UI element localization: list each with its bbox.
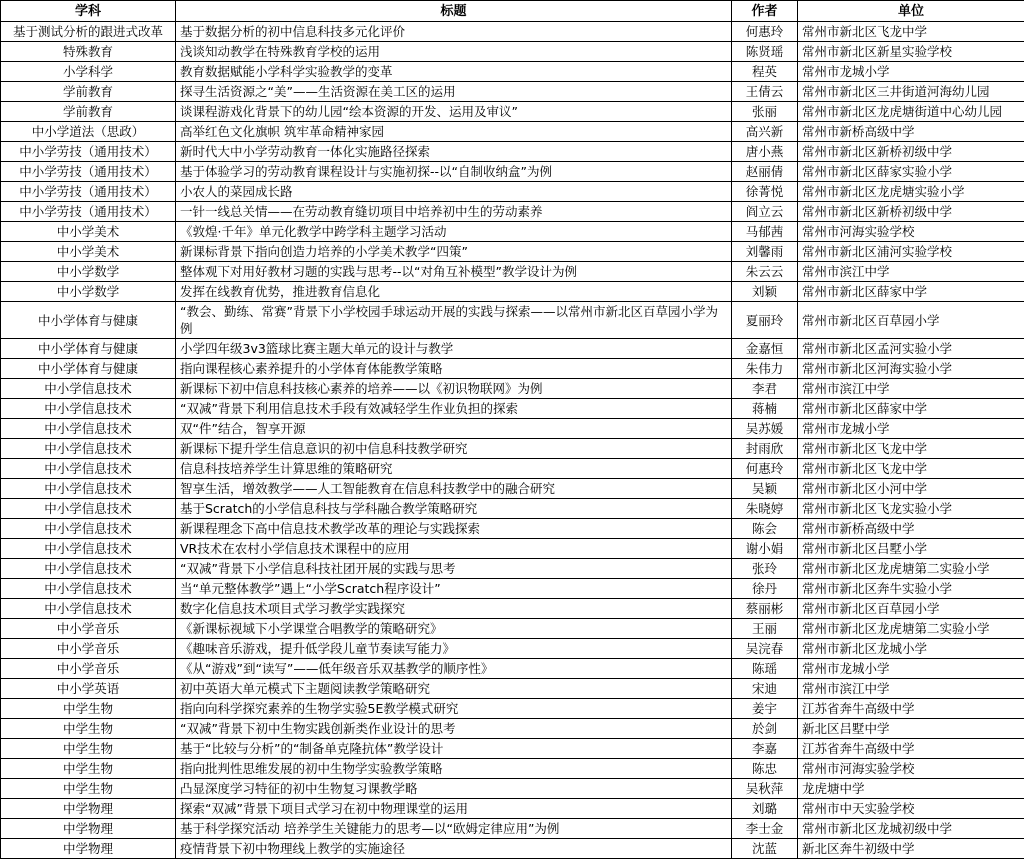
cell-author: 刘馨雨 <box>732 242 798 262</box>
cell-subject: 学前教育 <box>1 102 176 122</box>
cell-author: 唐小燕 <box>732 142 798 162</box>
cell-subject: 中小学劳技（通用技术） <box>1 162 176 182</box>
cell-title: 基于数据分析的初中信息科技多元化评价 <box>176 22 732 42</box>
cell-title: 小农人的菜园成长路 <box>176 182 732 202</box>
cell-subject: 中小学信息技术 <box>1 579 176 599</box>
cell-subject: 中小学音乐 <box>1 659 176 679</box>
cell-subject: 中小学信息技术 <box>1 479 176 499</box>
cell-author: 陈贤瑶 <box>732 42 798 62</box>
table-row <box>1 559 1024 579</box>
cell-subject: 中小学信息技术 <box>1 539 176 559</box>
table-row <box>1 22 1024 42</box>
cell-title: 数字化信息技术项目式学习教学实践探究 <box>176 599 732 619</box>
cell-unit: 常州市新北区新桥初级中学 <box>798 142 1024 162</box>
table-row <box>1 499 1024 519</box>
cell-title: 探索“双减”背景下项目式学习在初中物理课堂的运用 <box>176 799 732 819</box>
cell-unit: 常州市龙城小学 <box>798 419 1024 439</box>
cell-subject: 小学科学 <box>1 62 176 82</box>
cell-author: 吴浣春 <box>732 639 798 659</box>
cell-unit: 新北区奔牛初级中学 <box>798 839 1024 859</box>
cell-unit: 常州市新北区龙虎塘第二实验小学 <box>798 619 1024 639</box>
cell-subject: 中小学信息技术 <box>1 559 176 579</box>
cell-unit: 常州市新北区三井街道河海幼儿园 <box>798 82 1024 102</box>
cell-author: 阎立云 <box>732 202 798 222</box>
cell-subject: 中小学数学 <box>1 262 176 282</box>
cell-author: 刘颖 <box>732 282 798 302</box>
cell-subject: 中学物理 <box>1 819 176 839</box>
cell-author: 高兴新 <box>732 122 798 142</box>
cell-author: 马郁茜 <box>732 222 798 242</box>
cell-subject: 中小学英语 <box>1 679 176 699</box>
cell-unit: 常州市新北区薛家中学 <box>798 282 1024 302</box>
cell-unit: 常州市中天实验学校 <box>798 799 1024 819</box>
cell-subject: 中学生物 <box>1 719 176 739</box>
cell-unit: 常州市新桥高级中学 <box>798 122 1024 142</box>
header-title: 标题 <box>176 1 732 22</box>
cell-unit: 常州市新北区飞龙中学 <box>798 459 1024 479</box>
table-row <box>1 419 1024 439</box>
table-row <box>1 619 1024 639</box>
cell-subject: 中学生物 <box>1 759 176 779</box>
cell-author: 封雨欣 <box>732 439 798 459</box>
table-row <box>1 102 1024 122</box>
cell-author: 金嘉恒 <box>732 339 798 359</box>
cell-author: 夏丽玲 <box>732 302 798 339</box>
cell-title: 指向批判性思维发展的初中生物学实验教学策略 <box>176 759 732 779</box>
cell-unit: 常州市新北区百草园小学 <box>798 599 1024 619</box>
cell-title: 高举红色文化旗帜 筑牢革命精神家园 <box>176 122 732 142</box>
cell-title: 指向向科学探究素养的生物学实验5E教学模式研究 <box>176 699 732 719</box>
cell-title: 一针一线总关情——在劳动教育缝切项目中培养初中生的劳动素养 <box>176 202 732 222</box>
cell-unit: 常州市河海实验学校 <box>798 222 1024 242</box>
cell-unit: 常州市滨江中学 <box>798 679 1024 699</box>
cell-subject: 中小学信息技术 <box>1 439 176 459</box>
cell-subject: 中小学信息技术 <box>1 419 176 439</box>
table-row <box>1 679 1024 699</box>
cell-unit: 常州市新北区浦河实验学校 <box>798 242 1024 262</box>
cell-unit: 常州市新北区吕墅小学 <box>798 539 1024 559</box>
cell-title: 信息科技培养学生计算思维的策略研究 <box>176 459 732 479</box>
cell-title: 当“单元整体教学”遇上“小学Scratch程序设计” <box>176 579 732 599</box>
cell-unit: 常州市新北区飞龙中学 <box>798 439 1024 459</box>
cell-title: “双减”背景下初中生物实践创新类作业设计的思考 <box>176 719 732 739</box>
table-row <box>1 819 1024 839</box>
table-row <box>1 839 1024 859</box>
cell-unit: 常州市新北区薛家实验小学 <box>798 162 1024 182</box>
cell-subject: 中小学信息技术 <box>1 379 176 399</box>
table-row <box>1 302 1024 339</box>
cell-title: VR技术在农村小学信息技术课程中的应用 <box>176 539 732 559</box>
table-row <box>1 779 1024 799</box>
cell-title: 双“件”结合，智享开源 <box>176 419 732 439</box>
cell-subject: 基于测试分析的跟进式改革 <box>1 22 176 42</box>
cell-title: 疫情背景下初中物理线上教学的实施途径 <box>176 839 732 859</box>
cell-title: 基于Scratch的小学信息科技与学科融合教学策略研究 <box>176 499 732 519</box>
cell-title: 新课标下初中信息科技核心素养的培养——以《初识物联网》为例 <box>176 379 732 399</box>
table-row <box>1 339 1024 359</box>
cell-subject: 中小学音乐 <box>1 619 176 639</box>
cell-subject: 中小学美术 <box>1 242 176 262</box>
cell-unit: 常州市新北区龙城初级中学 <box>798 819 1024 839</box>
cell-author: 徐菁悦 <box>732 182 798 202</box>
cell-title: 谈课程游戏化背景下的幼儿园“绘本资源的开发、运用及审议” <box>176 102 732 122</box>
cell-title: 《新课标视域下小学课堂合唱教学的策略研究》 <box>176 619 732 639</box>
cell-subject: 中学物理 <box>1 839 176 859</box>
cell-subject: 中小学美术 <box>1 222 176 242</box>
cell-title: 新课标下提升学生信息意识的初中信息科技教学研究 <box>176 439 732 459</box>
table-row <box>1 639 1024 659</box>
table-row <box>1 599 1024 619</box>
table-row <box>1 539 1024 559</box>
cell-subject: 中小学劳技（通用技术） <box>1 202 176 222</box>
cell-subject: 中小学信息技术 <box>1 459 176 479</box>
cell-subject: 中小学信息技术 <box>1 519 176 539</box>
cell-unit: 常州市新北区孟河实验小学 <box>798 339 1024 359</box>
table-row <box>1 142 1024 162</box>
table-row <box>1 719 1024 739</box>
cell-author: 吴苏媛 <box>732 419 798 439</box>
cell-title: 智享生活，增效教学——人工智能教育在信息科技教学中的融合研究 <box>176 479 732 499</box>
cell-author: 吴颖 <box>732 479 798 499</box>
cell-title: 发挥在线教育优势，推进教育信息化 <box>176 282 732 302</box>
cell-unit: 常州市新北区龙虎塘第二实验小学 <box>798 559 1024 579</box>
cell-title: “双减”背景下小学信息科技社团开展的实践与思考 <box>176 559 732 579</box>
table-row <box>1 62 1024 82</box>
cell-subject: 中小学体育与健康 <box>1 339 176 359</box>
cell-author: 张玲 <box>732 559 798 579</box>
cell-author: 徐丹 <box>732 579 798 599</box>
header-row <box>1 1 1024 22</box>
cell-subject: 中小学劳技（通用技术） <box>1 142 176 162</box>
cell-author: 李嘉 <box>732 739 798 759</box>
table-row <box>1 82 1024 102</box>
cell-title: 基于科学探究活动 培养学生关键能力的思考—以“欧姆定律应用”为例 <box>176 819 732 839</box>
cell-subject: 中小学体育与健康 <box>1 302 176 339</box>
cell-unit: 常州市新北区百草园小学 <box>798 302 1024 339</box>
cell-author: 朱伟力 <box>732 359 798 379</box>
cell-author: 宋迪 <box>732 679 798 699</box>
cell-subject: 中小学信息技术 <box>1 399 176 419</box>
cell-subject: 学前教育 <box>1 82 176 102</box>
cell-author: 陈瑶 <box>732 659 798 679</box>
cell-author: 於剑 <box>732 719 798 739</box>
table-row <box>1 282 1024 302</box>
table-row <box>1 262 1024 282</box>
cell-subject: 中小学道法（思政） <box>1 122 176 142</box>
cell-unit: 常州市滨江中学 <box>798 379 1024 399</box>
table-row <box>1 479 1024 499</box>
cell-author: 赵丽倩 <box>732 162 798 182</box>
cell-title: 指向课程核心素养提升的小学体育体能教学策略 <box>176 359 732 379</box>
cell-subject: 中小学劳技（通用技术） <box>1 182 176 202</box>
cell-author: 沈蓝 <box>732 839 798 859</box>
header-subject: 学科 <box>1 1 176 22</box>
cell-author: 吴秋萍 <box>732 779 798 799</box>
cell-unit: 常州市新北区奔牛实验小学 <box>798 579 1024 599</box>
cell-title: 基于“比较与分析”的“制备单克隆抗体”教学设计 <box>176 739 732 759</box>
cell-title: 教育数据赋能小学科学实验教学的变革 <box>176 62 732 82</box>
cell-author: 李士金 <box>732 819 798 839</box>
table-row <box>1 202 1024 222</box>
cell-unit: 常州市河海实验学校 <box>798 759 1024 779</box>
cell-author: 刘璐 <box>732 799 798 819</box>
cell-title: 《敦煌·千年》单元化教学中跨学科主题学习活动 <box>176 222 732 242</box>
cell-unit: 常州市新北区河海实验小学 <box>798 359 1024 379</box>
cell-author: 姜宇 <box>732 699 798 719</box>
cell-title: 整体观下对用好教材习题的实践与思考--以“对角互补模型”教学设计为例 <box>176 262 732 282</box>
table-row <box>1 42 1024 62</box>
cell-subject: 中小学信息技术 <box>1 499 176 519</box>
cell-title: 《趣味音乐游戏，提升低学段儿童节奏读写能力》 <box>176 639 732 659</box>
table-body <box>1 22 1024 859</box>
cell-unit: 常州市新北区新星实验学校 <box>798 42 1024 62</box>
cell-title: 《从“游戏”到“读写”——低年级音乐双基教学的顺序性》 <box>176 659 732 679</box>
cell-author: 谢小娟 <box>732 539 798 559</box>
cell-subject: 中小学数学 <box>1 282 176 302</box>
cell-unit: 新北区吕墅中学 <box>798 719 1024 739</box>
table-row <box>1 359 1024 379</box>
table-row <box>1 659 1024 679</box>
cell-unit: 常州市新北区小河中学 <box>798 479 1024 499</box>
cell-title: 新课标背景下指向创造力培养的小学美术教学“四策” <box>176 242 732 262</box>
cell-author: 陈忠 <box>732 759 798 779</box>
cell-unit: 江苏省奔牛高级中学 <box>798 739 1024 759</box>
cell-unit: 龙虎塘中学 <box>798 779 1024 799</box>
table-row <box>1 739 1024 759</box>
cell-unit: 常州市新北区新桥初级中学 <box>798 202 1024 222</box>
cell-unit: 常州市龙城小学 <box>798 659 1024 679</box>
table-row <box>1 759 1024 779</box>
cell-subject: 中小学音乐 <box>1 639 176 659</box>
cell-author: 蔡丽彬 <box>732 599 798 619</box>
cell-author: 何惠玲 <box>732 459 798 479</box>
cell-author: 陈会 <box>732 519 798 539</box>
cell-subject: 中学生物 <box>1 699 176 719</box>
cell-author: 蒋楠 <box>732 399 798 419</box>
cell-title: 探寻生活资源之“美”——生活资源在美工区的运用 <box>176 82 732 102</box>
cell-title: 新课程理念下高中信息技术教学改革的理论与实践探索 <box>176 519 732 539</box>
cell-author: 王丽 <box>732 619 798 639</box>
cell-author: 朱晓婷 <box>732 499 798 519</box>
cell-unit: 常州市新北区龙虎塘街道中心幼儿园 <box>798 102 1024 122</box>
cell-subject: 特殊教育 <box>1 42 176 62</box>
cell-author: 王倩云 <box>732 82 798 102</box>
header-unit: 单位 <box>798 1 1024 22</box>
cell-title: 初中英语大单元模式下主题阅读教学策略研究 <box>176 679 732 699</box>
cell-title: “双减”背景下利用信息技术手段有效减轻学生作业负担的探索 <box>176 399 732 419</box>
table-row <box>1 122 1024 142</box>
cell-title: 凸显深度学习特征的初中生物复习课教学略 <box>176 779 732 799</box>
cell-unit: 常州市滨江中学 <box>798 262 1024 282</box>
table-row <box>1 439 1024 459</box>
cell-unit: 常州市新北区飞龙实验小学 <box>798 499 1024 519</box>
cell-title: 小学四年级3v3篮球比赛主题大单元的设计与教学 <box>176 339 732 359</box>
table-row <box>1 799 1024 819</box>
cell-author: 李君 <box>732 379 798 399</box>
table-row <box>1 242 1024 262</box>
cell-subject: 中小学体育与健康 <box>1 359 176 379</box>
cell-author: 何惠玲 <box>732 22 798 42</box>
cell-unit: 常州市新北区飞龙中学 <box>798 22 1024 42</box>
cell-subject: 中小学信息技术 <box>1 599 176 619</box>
table-row <box>1 699 1024 719</box>
cell-unit: 常州市新北区龙城小学 <box>798 639 1024 659</box>
cell-title: “教会、勤练、常赛”背景下小学校园手球运动开展的实践与探索——以常州市新北区百草园小学为例 <box>176 302 732 339</box>
cell-unit: 常州市新桥高级中学 <box>798 519 1024 539</box>
table-row <box>1 519 1024 539</box>
cell-subject: 中学物理 <box>1 799 176 819</box>
cell-subject: 中学生物 <box>1 779 176 799</box>
cell-subject: 中学生物 <box>1 739 176 759</box>
header-author: 作者 <box>732 1 798 22</box>
cell-author: 程英 <box>732 62 798 82</box>
table-row <box>1 459 1024 479</box>
table-row <box>1 222 1024 242</box>
table-row <box>1 399 1024 419</box>
cell-title: 新时代大中小学劳动教育一体化实施路径探索 <box>176 142 732 162</box>
cell-author: 张丽 <box>732 102 798 122</box>
table-row <box>1 162 1024 182</box>
cell-unit: 常州市新北区龙虎塘实验小学 <box>798 182 1024 202</box>
cell-title: 浅谈知动教学在特殊教育学校的运用 <box>176 42 732 62</box>
table-row <box>1 579 1024 599</box>
cell-title: 基于体验学习的劳动教育课程设计与实施初探--以“自制收纳盒”为例 <box>176 162 732 182</box>
table-row <box>1 379 1024 399</box>
cell-author: 朱云云 <box>732 262 798 282</box>
cell-unit: 常州市龙城小学 <box>798 62 1024 82</box>
cell-unit: 常州市新北区薛家中学 <box>798 399 1024 419</box>
cell-unit: 江苏省奔牛高级中学 <box>798 699 1024 719</box>
table-row <box>1 182 1024 202</box>
